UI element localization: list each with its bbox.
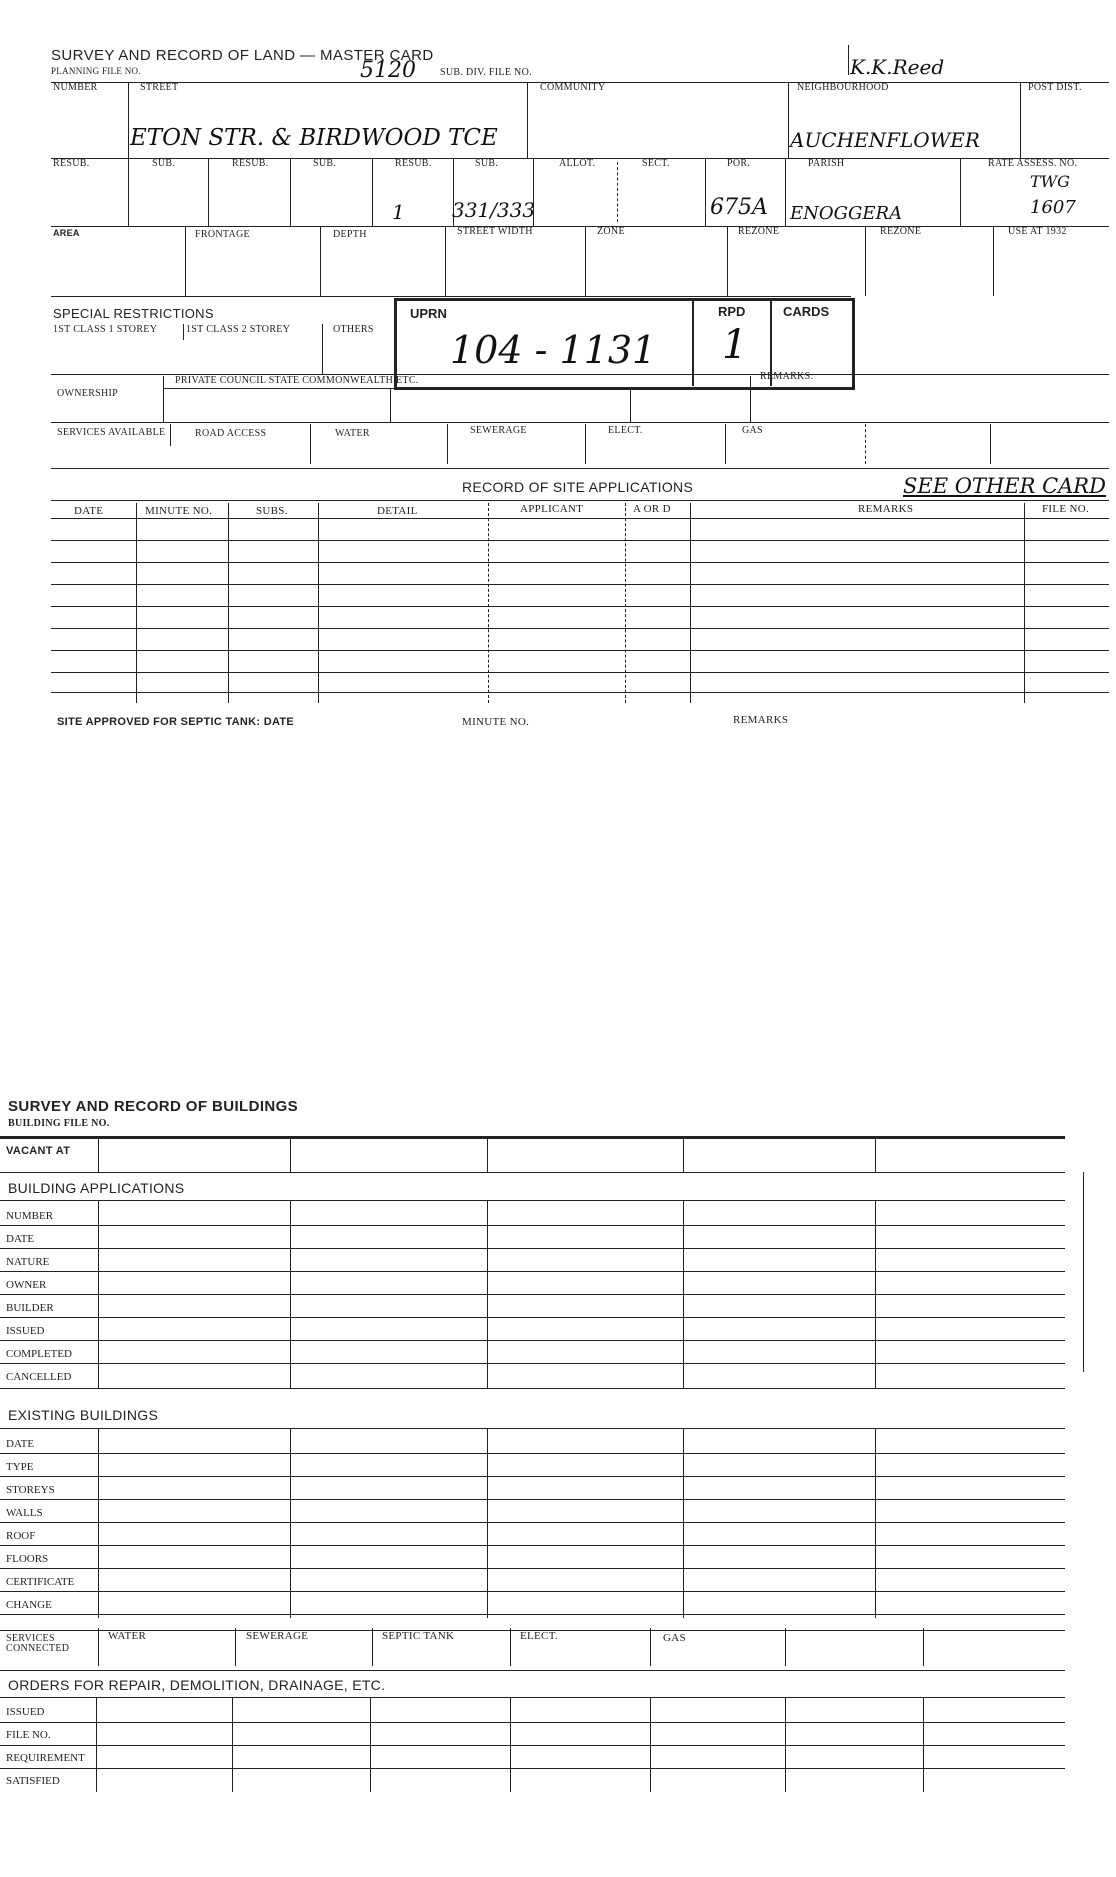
rezone-label-2: REZONE: [880, 226, 922, 237]
elect-label: ELECT.: [608, 425, 643, 436]
class2-label: 1ST CLASS 2 STOREY: [186, 324, 291, 335]
frontage-label: FRONTAGE: [195, 229, 250, 240]
cards-label: CARDS: [783, 304, 830, 319]
land-card-title: SURVEY AND RECORD OF LAND — MASTER CARD: [51, 47, 434, 64]
parish-label: PARISH: [808, 158, 845, 169]
exist-row-roof: ROOF: [6, 1530, 36, 1542]
order-row-file-no: FILE NO.: [6, 1729, 51, 1741]
neighbourhood-value: AUCHENFLOWER: [790, 128, 980, 152]
water-label: WATER: [335, 428, 370, 439]
resub-label-1: RESUB.: [53, 158, 90, 169]
others-label: OTHERS: [333, 324, 374, 335]
zone-label: ZONE: [597, 226, 625, 237]
depth-label: DEPTH: [333, 229, 367, 240]
sub-label-3: SUB.: [475, 158, 499, 169]
svc-septic: SEPTIC TANK: [382, 1630, 455, 1642]
order-row-issued: ISSUED: [6, 1706, 45, 1718]
allot-label: ALLOT.: [559, 158, 596, 169]
por-value: 675A: [710, 195, 768, 220]
ownership-options: PRIVATE COUNCIL STATE COMMONWEALTH ETC.: [175, 375, 419, 386]
building-file-label: BUILDING FILE NO.: [8, 1118, 110, 1129]
app-row-number: NUMBER: [6, 1210, 54, 1222]
community-label: COMMUNITY: [540, 82, 606, 93]
subdiv-file-label: SUB. DIV. FILE NO.: [440, 67, 532, 78]
number-label: NUMBER: [53, 82, 98, 93]
services-connected-label: SERVICES CONNECTED: [6, 1633, 70, 1654]
app-row-date: DATE: [6, 1233, 35, 1245]
uprn-label: UPRN: [410, 306, 447, 321]
order-row-satisfied: SATISFIED: [6, 1775, 60, 1787]
site-applications-title: RECORD OF SITE APPLICATIONS: [462, 479, 694, 495]
signature-handwriting: K.K.Reed: [850, 55, 945, 79]
rate-assess-label: RATE ASSESS. NO.: [988, 158, 1078, 169]
app-row-builder: BUILDER: [6, 1302, 54, 1314]
post-dist-label: POST DIST.: [1028, 82, 1082, 93]
building-applications-title: BUILDING APPLICATIONS: [8, 1180, 185, 1196]
col-minute: MINUTE NO.: [145, 505, 213, 517]
svc-gas: GAS: [663, 1632, 686, 1644]
sect-label: SECT.: [642, 158, 670, 169]
gas-label: GAS: [742, 425, 763, 436]
app-row-cancelled: CANCELLED: [6, 1371, 72, 1383]
resub-label-2: RESUB.: [232, 158, 269, 169]
septic-label: SITE APPROVED FOR SEPTIC TANK: DATE: [57, 716, 295, 728]
rpd-value: 1: [722, 322, 748, 368]
orders-title: ORDERS FOR REPAIR, DEMOLITION, DRAINAGE, ETC.: [8, 1677, 386, 1693]
street-width-label: STREET WIDTH: [457, 226, 533, 237]
sub-label-1: SUB.: [152, 158, 176, 169]
col-remarks: REMARKS: [858, 503, 914, 515]
col-date: DATE: [74, 505, 104, 517]
use-value: 1607: [1030, 197, 1076, 218]
road-access-label: ROAD ACCESS: [195, 428, 267, 439]
uprn-value: 104 - 1131: [450, 328, 657, 372]
exist-row-change: CHANGE: [6, 1599, 52, 1611]
rate-assess-value: TWG: [1030, 172, 1070, 191]
planning-file-label: PLANNING FILE NO.: [51, 66, 141, 76]
exist-row-floors: FLOORS: [6, 1553, 49, 1565]
resub-value: 1: [392, 200, 405, 224]
sub-label-2: SUB.: [313, 158, 337, 169]
remarks-label: REMARKS:: [760, 371, 814, 382]
svc-elect: ELECT.: [520, 1630, 558, 1642]
svc-water: WATER: [108, 1630, 147, 1642]
app-row-owner: OWNER: [6, 1279, 47, 1291]
app-row-nature: NATURE: [6, 1256, 50, 1268]
neighbourhood-label: NEIGHBOURHOOD: [797, 82, 889, 93]
por-label: POR.: [727, 158, 751, 169]
col-applicant: APPLICANT: [520, 503, 584, 515]
ownership-label: OWNERSHIP: [57, 388, 119, 399]
vacant-at-label: VACANT AT: [6, 1145, 71, 1157]
exist-row-storeys: STOREYS: [6, 1484, 55, 1496]
services-available-label: SERVICES AVAILABLE: [57, 427, 166, 438]
special-restrictions-label: SPECIAL RESTRICTIONS: [53, 306, 214, 321]
resub-label-3: RESUB.: [395, 158, 432, 169]
parish-value: ENOGGERA: [790, 203, 903, 224]
planning-file-value: 5120: [360, 58, 416, 83]
app-row-issued: ISSUED: [6, 1325, 45, 1337]
septic-minute-label: MINUTE NO.: [462, 716, 530, 728]
col-subs: SUBS.: [256, 505, 288, 517]
order-row-requirement: REQUIREMENT: [6, 1752, 85, 1764]
street-label: STREET: [140, 82, 179, 93]
area-label: AREA: [53, 228, 80, 238]
sewerage-label: SEWERAGE: [470, 425, 527, 436]
col-detail: DETAIL: [377, 505, 418, 517]
exist-row-type: TYPE: [6, 1461, 34, 1473]
app-row-completed: COMPLETED: [6, 1348, 72, 1360]
exist-row-certificate: CERTIFICATE: [6, 1576, 75, 1588]
street-value: ETON STR. & BIRDWOOD TCE: [130, 125, 498, 151]
exist-row-walls: WALLS: [6, 1507, 43, 1519]
col-file-no: FILE NO.: [1042, 503, 1090, 515]
use-at-label: USE AT 1932: [1008, 226, 1067, 237]
buildings-card-title: SURVEY AND RECORD OF BUILDINGS: [8, 1098, 299, 1115]
sub-value: 331/333: [452, 198, 536, 222]
svc-sewerage: SEWERAGE: [246, 1630, 309, 1642]
exist-row-date: DATE: [6, 1438, 35, 1450]
see-other-card: SEE OTHER CARD: [903, 474, 1106, 498]
rpd-label: RPD: [718, 304, 746, 319]
existing-buildings-title: EXISTING BUILDINGS: [8, 1407, 159, 1423]
rezone-label-1: REZONE: [738, 226, 780, 237]
col-a-or-d: A OR D: [633, 503, 671, 515]
septic-remarks-label: REMARKS: [733, 714, 789, 726]
class1-label: 1ST CLASS 1 STOREY: [53, 324, 158, 335]
